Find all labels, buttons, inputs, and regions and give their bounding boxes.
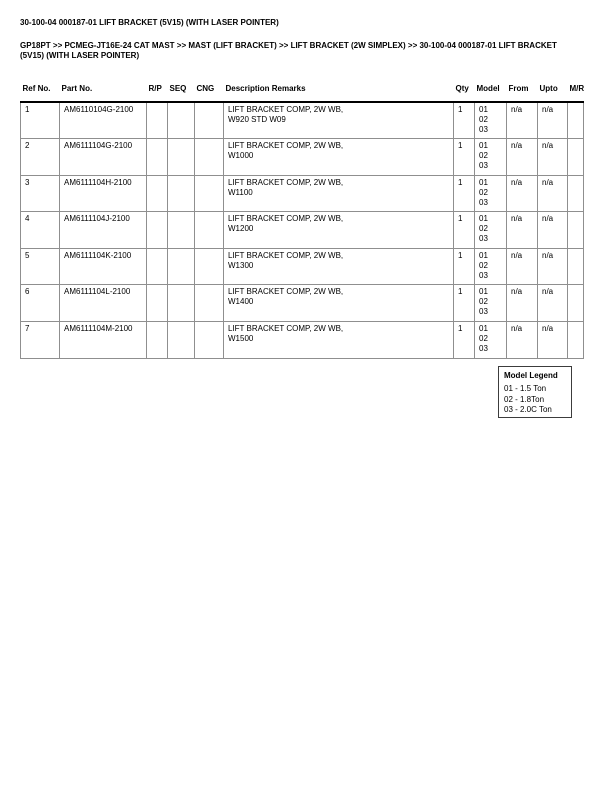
ref-cell: 5: [21, 248, 60, 285]
column-header-description: Description Remarks: [224, 83, 454, 102]
qty-cell: 1: [454, 139, 475, 176]
model-cell: [475, 139, 507, 176]
qty-cell: 1: [454, 322, 475, 359]
part-cell: AM6111104H-2100: [60, 175, 147, 212]
seq-cell: [168, 102, 195, 139]
model-code: 03: [479, 307, 488, 317]
ref-cell: 2: [21, 139, 60, 176]
desc-line: LIFT BRACKET COMP, 2W WB,: [228, 214, 344, 224]
column-header-model: Model: [475, 83, 507, 102]
desc-line: W1500: [228, 334, 254, 344]
upto-cell: n/a: [538, 139, 568, 176]
desc-cell: [224, 322, 454, 359]
table-row: [21, 139, 584, 176]
desc-line: LIFT BRACKET COMP, 2W WB,: [228, 141, 344, 151]
table-row: [21, 175, 584, 212]
model-code: 02: [479, 115, 488, 124]
column-header-part-no: Part No.: [60, 83, 147, 102]
cng-cell: [195, 248, 224, 285]
rp-cell: [147, 139, 168, 176]
desc-line: W1100: [228, 187, 253, 197]
table-row: [21, 322, 584, 359]
desc-line: LIFT BRACKET COMP, 2W WB,: [228, 324, 344, 334]
from-cell: n/a: [507, 175, 538, 212]
mr-cell: [568, 322, 584, 359]
desc-cell: [224, 212, 454, 249]
breadcrumb: GP18PT >> PCMEG-JT16E-24 CAT MAST >> MAST (LIFT BRACKET) >> LIFT BRACKET (2W SIMPLEX) >> 30-100-04 000187-01 LIFT BRACKET (5V15) (WITH LASER POINTER): [20, 41, 557, 60]
seq-cell: [168, 285, 195, 322]
desc-cell: [224, 175, 454, 212]
from-cell: n/a: [507, 102, 538, 139]
cng-cell: [195, 139, 224, 176]
desc-line: W1200: [228, 224, 254, 234]
table-header: [21, 83, 584, 102]
rp-cell: [147, 175, 168, 212]
upto-cell: n/a: [538, 248, 568, 285]
mr-cell: [568, 175, 584, 212]
mr-cell: [568, 212, 584, 249]
column-header-rp: R/P: [147, 83, 168, 102]
desc-line: LIFT BRACKET COMP, 2W WB,: [228, 250, 344, 260]
model-code: 02: [479, 260, 488, 270]
part-cell: AM6111104J-2100: [60, 212, 147, 249]
rp-cell: [147, 102, 168, 139]
mr-cell: [568, 102, 584, 139]
model-code: 03: [479, 161, 488, 171]
upto-cell: n/a: [538, 285, 568, 322]
column-header-cng: CNG: [195, 83, 224, 102]
desc-line: W920 STD W09: [228, 115, 286, 124]
from-cell: n/a: [507, 322, 538, 359]
model-code: 02: [479, 297, 488, 307]
from-cell: n/a: [507, 285, 538, 322]
model-code: 03: [479, 270, 488, 280]
table-row: [21, 285, 584, 322]
upto-cell: n/a: [538, 322, 568, 359]
page-title: 30-100-04 000187-01 LIFT BRACKET (5V15) (WITH LASER POINTER): [20, 18, 279, 27]
desc-line: W1000: [228, 151, 254, 161]
model-code: 03: [479, 197, 488, 207]
ref-cell: 6: [21, 285, 60, 322]
model-code: 01: [479, 250, 488, 260]
model-cell: [475, 175, 507, 212]
mr-cell: [568, 139, 584, 176]
table-row: [21, 248, 584, 285]
column-header-mr: M/R: [568, 83, 584, 102]
table-row: [21, 212, 584, 249]
seq-cell: [168, 212, 195, 249]
model-code: 01: [479, 177, 488, 187]
table-body: [21, 102, 584, 358]
cng-cell: [195, 322, 224, 359]
model-cell: [475, 212, 507, 249]
qty-cell: 1: [454, 248, 475, 285]
upto-cell: n/a: [538, 102, 568, 139]
seq-cell: [168, 139, 195, 176]
ref-cell: 7: [21, 322, 60, 359]
rp-cell: [147, 212, 168, 249]
model-code: 03: [479, 234, 488, 244]
seq-cell: [168, 322, 195, 359]
model-code: 01: [479, 105, 488, 114]
part-cell: AM6111104G-2100: [60, 139, 147, 176]
qty-cell: 1: [454, 175, 475, 212]
rp-cell: [147, 322, 168, 359]
model-code: 02: [479, 334, 488, 344]
cng-cell: [195, 175, 224, 212]
column-header-ref-no: Ref No.: [21, 83, 60, 102]
model-legend: [498, 366, 572, 418]
model-code: 02: [479, 224, 488, 234]
column-header-qty: Qty: [454, 83, 475, 102]
desc-cell: [224, 139, 454, 176]
part-cell: AM6111104M-2100: [60, 322, 147, 359]
legend-item: 03 - 2.0C Ton: [504, 405, 552, 414]
from-cell: n/a: [507, 212, 538, 249]
cng-cell: [195, 285, 224, 322]
desc-line: LIFT BRACKET COMP, 2W WB,: [228, 105, 344, 114]
model-cell: [475, 285, 507, 322]
part-cell: AM6110104G-2100: [60, 102, 147, 139]
rp-cell: [147, 285, 168, 322]
model-code: 01: [479, 214, 488, 224]
from-cell: n/a: [507, 139, 538, 176]
upto-cell: n/a: [538, 212, 568, 249]
model-code: 03: [479, 125, 488, 134]
part-cell: AM6111104K-2100: [60, 248, 147, 285]
seq-cell: [168, 175, 195, 212]
legend-title: Model Legend: [504, 371, 558, 380]
column-header-seq: SEQ: [168, 83, 195, 102]
seq-cell: [168, 248, 195, 285]
qty-cell: 1: [454, 212, 475, 249]
upto-cell: n/a: [538, 175, 568, 212]
header-row: [21, 83, 584, 102]
column-header-upto: Upto: [538, 83, 568, 102]
mr-cell: [568, 285, 584, 322]
model-code: 03: [479, 344, 488, 354]
table-row: [21, 102, 584, 139]
desc-cell: [224, 285, 454, 322]
cng-cell: [195, 102, 224, 139]
model-code: 01: [479, 141, 488, 151]
from-cell: n/a: [507, 248, 538, 285]
ref-cell: 1: [21, 102, 60, 139]
desc-line: LIFT BRACKET COMP, 2W WB,: [228, 287, 344, 297]
parts-table: [20, 83, 584, 359]
legend-item: 02 - 1.8Ton: [504, 394, 545, 404]
model-cell: [475, 102, 507, 139]
model-cell: [475, 322, 507, 359]
model-code: 01: [479, 324, 488, 334]
desc-line: W1400: [228, 297, 254, 307]
ref-cell: 3: [21, 175, 60, 212]
model-code: 02: [479, 187, 488, 197]
qty-cell: 1: [454, 285, 475, 322]
rp-cell: [147, 248, 168, 285]
desc-cell: [224, 248, 454, 285]
column-header-from: From: [507, 83, 538, 102]
model-code: 01: [479, 287, 488, 297]
legend-item: 01 - 1.5 Ton: [504, 384, 547, 393]
desc-cell: [224, 102, 454, 139]
model-code: 02: [479, 151, 488, 161]
part-cell: AM6111104L-2100: [60, 285, 147, 322]
ref-cell: 4: [21, 212, 60, 249]
model-cell: [475, 248, 507, 285]
cng-cell: [195, 212, 224, 249]
qty-cell: 1: [454, 102, 475, 139]
desc-line: W1300: [228, 260, 254, 270]
desc-line: LIFT BRACKET COMP, 2W WB,: [228, 177, 344, 187]
mr-cell: [568, 248, 584, 285]
